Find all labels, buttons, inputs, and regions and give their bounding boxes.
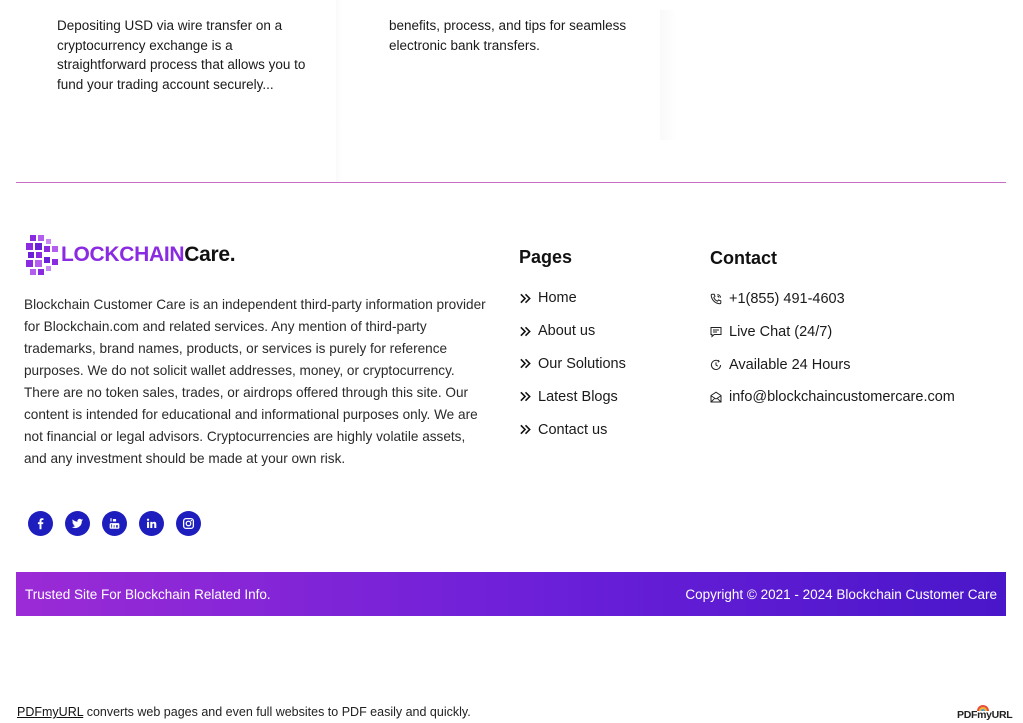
linkedin-link[interactable]	[139, 511, 164, 536]
about-text: Blockchain Customer Care is an independent third-party information provider for Blockchain.com and related services. Any mention of third-party trademarks, brand names, products, or services is purely for reference purposes. We do not solicit wallet addresses, money, or cryptocurrency. There are no token sales, trades, or airdrops offered through this site. Our content is intended for educational and informational purposes only. We are not financial or legal advisors. Cryptocurrencies are highly volatile assets, and any investment should be made at your own risk.	[24, 297, 486, 466]
pages-nav	[519, 282, 626, 446]
card-shadow	[660, 10, 678, 140]
blockchain-logo-icon	[24, 233, 60, 277]
youtube-link[interactable]	[102, 511, 127, 536]
contact-chat-label: Live Chat (24/7)	[729, 324, 833, 341]
blog-card-excerpt: Depositing USD via wire transfer on a cryptocurrency exchange is a straightforward process that allows you to fund your trading account securely...	[57, 18, 306, 92]
logo-wordmark: LOCKCHAINCare.	[61, 243, 236, 266]
pages-link-about[interactable]	[519, 315, 626, 348]
contact-hours	[710, 348, 955, 381]
instagram-link[interactable]	[176, 511, 201, 536]
double-chevron-right-icon	[519, 423, 532, 436]
pages-link-label: Latest Blogs	[538, 388, 618, 405]
pages-link-label: Our Solutions	[538, 355, 626, 372]
pdfmyurl-logo-text: PDFmyURL	[957, 709, 1013, 721]
twitter-icon	[71, 517, 84, 530]
pages-link-label: Home	[538, 290, 577, 307]
blog-cards-row	[0, 0, 1023, 182]
contact-heading: Contact	[710, 248, 777, 268]
twitter-link[interactable]	[65, 511, 90, 536]
pages-link-label: Contact us	[538, 421, 608, 438]
pdfmyurl-link[interactable]: PDFmyURL	[17, 705, 84, 719]
youtube-icon	[108, 517, 121, 530]
contact-phone-label: +1(855) 491-4603	[729, 291, 845, 308]
contact-hours-label: Available 24 Hours	[729, 356, 851, 373]
pages-link-solutions[interactable]	[519, 348, 626, 381]
trusted-site-text: Trusted Site For Blockchain Related Info.	[25, 586, 271, 602]
blog-card-excerpt: benefits, process, and tips for seamless electronic bank transfers.	[389, 18, 627, 53]
contact-list	[710, 283, 955, 414]
pages-link-home[interactable]	[519, 282, 626, 315]
phone-icon	[710, 293, 722, 305]
contact-email-label: info@blockchaincustomercare.com	[729, 389, 955, 406]
facebook-icon	[34, 517, 47, 530]
section-divider	[16, 182, 1006, 183]
social-links	[28, 511, 201, 536]
pages-link-blogs[interactable]	[519, 380, 626, 413]
contact-phone[interactable]	[710, 283, 955, 316]
clock-icon	[710, 359, 722, 371]
facebook-link[interactable]	[28, 511, 53, 536]
contact-live-chat[interactable]	[710, 316, 955, 349]
mail-icon	[710, 391, 722, 403]
copyright-bar	[16, 572, 1006, 616]
pages-link-contact[interactable]	[519, 413, 626, 446]
copyright-text: Copyright © 2021 - 2024 Blockchain Customer Care	[685, 586, 997, 602]
linkedin-icon	[145, 517, 158, 530]
site-logo[interactable]	[24, 232, 235, 278]
contact-email[interactable]	[710, 381, 955, 414]
pdf-note-text: converts web pages and even full websites to PDF easily and quickly.	[83, 705, 471, 719]
double-chevron-right-icon	[519, 292, 532, 305]
pdfmyurl-logo[interactable]	[957, 703, 1013, 723]
double-chevron-right-icon	[519, 357, 532, 370]
double-chevron-right-icon	[519, 325, 532, 338]
pages-heading: Pages	[519, 247, 573, 267]
instagram-icon	[182, 517, 195, 530]
chat-icon	[710, 326, 722, 338]
pages-link-label: About us	[538, 323, 596, 340]
card-shadow	[336, 0, 342, 182]
double-chevron-right-icon	[519, 390, 532, 403]
pdf-footer-note	[17, 705, 471, 719]
